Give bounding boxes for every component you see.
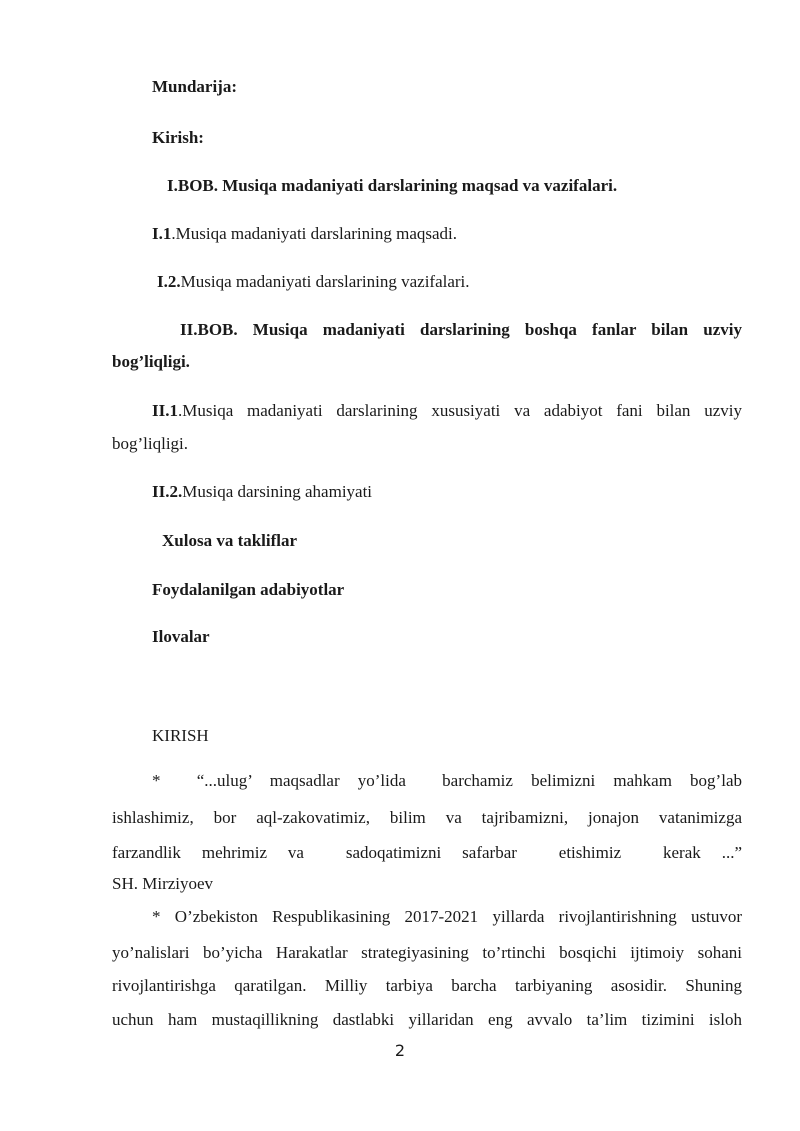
toc-chapter-1-title: I.BOB. Musiqa madaniyati darslarining maqsad va vazifalari.	[167, 176, 618, 195]
intro-quote-line1: * “...ulug’ maqsadlar yo’lida barchamiz belimizni mahkam bog’lab	[152, 771, 742, 790]
section-title: Musiqa madaniyati darslarining vazifalari.	[180, 272, 470, 291]
section-number: I.2.	[157, 272, 181, 291]
toc-section-2-1-line1	[152, 401, 742, 421]
intro-paragraph-line1: * O’zbekiston Respublikasining 2017-2021 yillarda rivojlantirishning ustuvor	[152, 907, 742, 926]
section-number: I.1	[152, 224, 172, 243]
toc-section-1-1	[152, 224, 457, 244]
toc-chapter-2-title-line1: II.BOB. Musiqa madaniyati darslarining boshqa fanlar bilan uzviy	[180, 320, 742, 339]
toc-section-2-1-line2: bog’liqligi.	[112, 434, 189, 453]
page-number: 2	[394, 1041, 406, 1060]
intro-quote-line3: farzandlik mehrimiz va sadoqatimizni safarbar etishimiz kerak ...”	[112, 843, 742, 862]
intro-paragraph-line2: yo’nalislari bo’yicha Harakatlar strategiyasining to’rtinchi bosqichi ijtimoiy sohani	[112, 943, 742, 962]
section-title: .Musiqa madaniyati darslarining maqsadi.	[171, 224, 458, 243]
section-number: II.1	[152, 401, 178, 420]
toc-conclusion: Xulosa va takliflar	[162, 531, 298, 550]
toc-chapter-2-title-line2: bog’liqligi.	[112, 352, 190, 371]
toc-section-2-2	[152, 482, 372, 502]
intro-paragraph-line3: rivojlantirishga qaratilgan. Milliy tarbiya barcha tarbiyaning asosidir. Shuning	[112, 976, 742, 995]
section-title: .Musiqa madaniyati darslarining xususiyati va adabiyot fani bilan uzviy	[177, 401, 742, 420]
toc-heading: Mundarija:	[152, 77, 237, 96]
intro-heading: KIRISH	[152, 726, 209, 745]
toc-section-1-2	[157, 272, 470, 292]
section-number: II.2.	[152, 482, 183, 501]
toc-appendices: Ilovalar	[152, 627, 210, 646]
intro-quote-author: SH. Mirziyoev	[112, 874, 214, 893]
toc-introduction: Kirish:	[152, 128, 204, 147]
intro-paragraph-line4: uchun ham mustaqillikning dastlabki yillaridan eng avvalo ta’lim tizimini isloh	[112, 1010, 742, 1029]
intro-quote-line2: ishlashimiz, bor aql-zakovatimiz, bilim va tajribamizni, jonajon vatanimizga	[112, 808, 742, 827]
section-title: Musiqa darsining ahamiyati	[182, 482, 373, 501]
toc-references: Foydalanilgan adabiyotlar	[152, 580, 345, 599]
